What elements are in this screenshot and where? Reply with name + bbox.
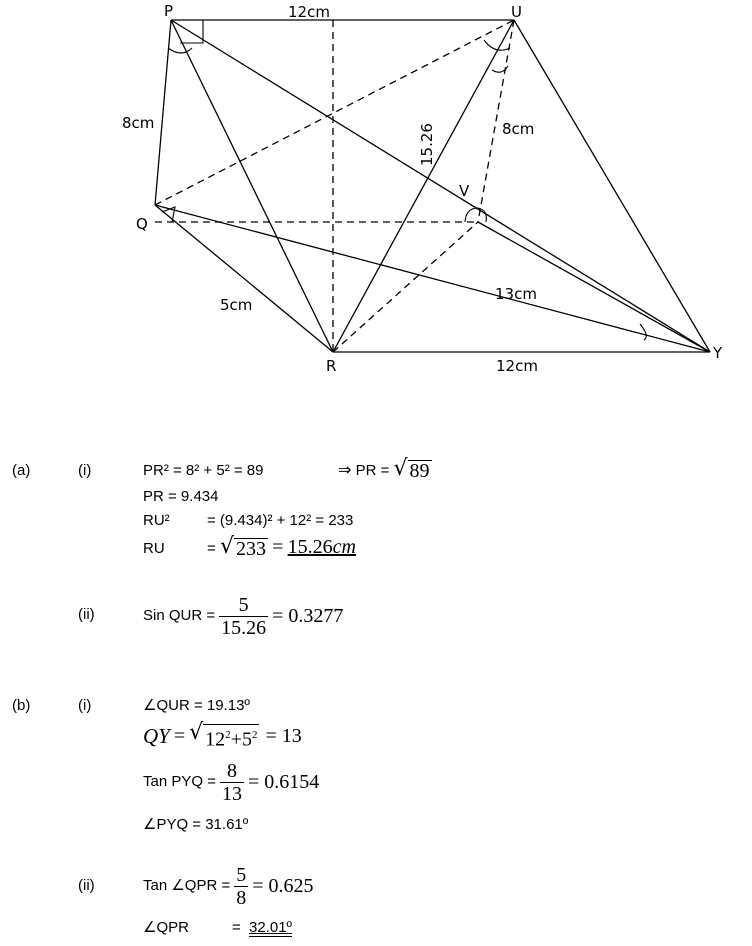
label-length-PQ: 8cm [122, 114, 155, 132]
label-point-V: V [459, 182, 470, 200]
a-ii-equation: Sin QUR = $\frac{5}{15.26}$ = 0.3277 [143, 593, 344, 639]
label-point-U: U [511, 3, 522, 21]
part-b-label: (b) [12, 697, 31, 714]
angle-arc-P [168, 48, 192, 53]
part-a-ii-label: (ii) [78, 606, 95, 623]
b-ii-angle-eq: = [232, 919, 241, 936]
label-point-Y: Y [713, 344, 723, 362]
a-i-line1-rhs [338, 458, 432, 481]
part-b-ii-label: (ii) [78, 877, 95, 894]
a-i-line3-rhs: = (9.434)² + 12² = 233 [207, 512, 354, 529]
b-i-qy-equation: QY = √ $12^2+5^2$ = 13 [143, 720, 302, 751]
label-length-QR: 5cm [220, 296, 253, 314]
edge-PQ [155, 20, 171, 205]
tan-pyq-fraction: $\frac{8}{13}$ [221, 759, 242, 805]
edge-UY [514, 20, 710, 352]
label-point-P: P [164, 2, 174, 20]
tan-qpr-fraction: $\frac{5}{8}$ [236, 863, 247, 909]
b-ii-angle-value: 32.01º [249, 919, 293, 936]
a-i-line4-lhs: RU [143, 540, 165, 557]
label-length-RU: 15.26 [418, 123, 436, 166]
b-i-tan-equation: Tan PYQ = $\frac{8}{13}$ = 0.6154 [143, 759, 320, 805]
sqrt-233: √ 233 [219, 534, 266, 560]
angle-arc-U2 [492, 66, 508, 72]
a-i-line1: PR² = 8² + 5² = 89 [143, 462, 264, 479]
part-b-i-label: (i) [78, 697, 92, 714]
b-i-angle-qur: ∠QUR = 19.13º [143, 697, 250, 714]
b-i-angle-pyq: ∠PYQ = 31.61º [143, 816, 249, 833]
sqrt-89: √ 89 [393, 456, 430, 482]
sqrt-qy: √ $12^2+5^2$ [189, 720, 258, 751]
label-length-QY: 13cm [495, 285, 537, 303]
label-point-Q: Q [136, 215, 148, 233]
a-i-pr-label: PR = [355, 462, 390, 479]
edge-QR [155, 205, 333, 352]
edge-QY [155, 205, 710, 352]
ru-result: 15.26cm [287, 536, 356, 558]
angle-arc-U [484, 40, 510, 50]
label-length-RY: 12cm [496, 357, 538, 375]
edge-RU [333, 20, 514, 352]
b-ii-angle-lhs: ∠QPR [143, 919, 189, 936]
edge-QU [155, 20, 514, 205]
a-i-line4-rhs: = √ 233 = 15.26cm [207, 534, 356, 560]
implies-arrow: ⇒ [338, 460, 352, 479]
part-a-label: (a) [12, 462, 31, 479]
a-i-line2: PR = 9.434 [143, 488, 219, 505]
b-ii-tan-equation: Tan ∠QPR = $\frac{5}{8}$ = 0.625 [143, 863, 314, 909]
label-length-PU: 12cm [288, 3, 330, 21]
label-point-R: R [326, 357, 337, 375]
part-a-i-label: (i) [78, 462, 92, 479]
angle-arc-Y [640, 324, 646, 340]
sin-qur-fraction: $\frac{5}{15.26}$ [221, 593, 267, 639]
angle-arc-V [465, 208, 486, 222]
label-length-UV: 8cm [502, 120, 535, 138]
geometry-figure [0, 0, 752, 400]
edge-RV [333, 222, 478, 352]
right-angle-marker-P [180, 20, 203, 43]
a-i-line3-lhs: RU² [143, 512, 170, 529]
